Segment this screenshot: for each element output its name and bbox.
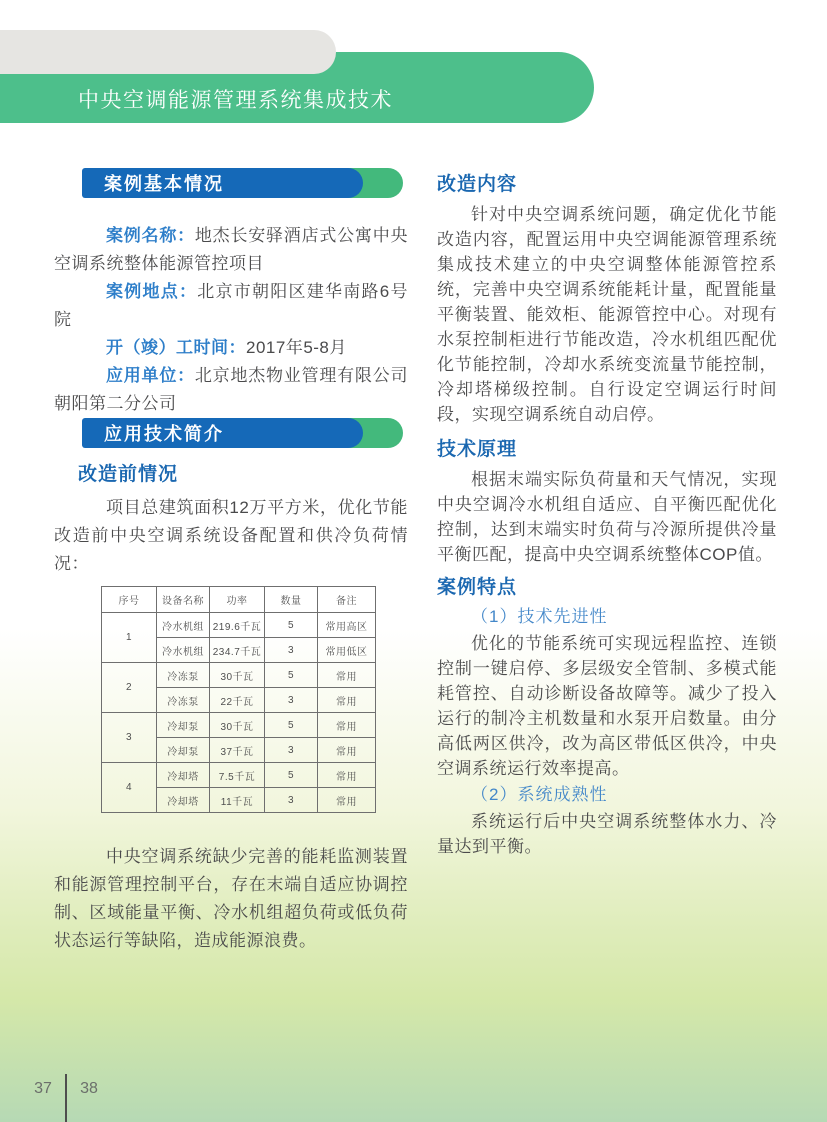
table-cell: 常用 xyxy=(318,763,376,788)
banner-applied-technology xyxy=(82,418,363,448)
banner-applied-technology-label: 应用技术简介 xyxy=(82,418,363,448)
table-cell: 11千瓦 xyxy=(210,788,265,813)
case-name-label: 案例名称： xyxy=(106,226,195,245)
retrofit-content-paragraph: 针对中央空调系统问题，确定优化节能改造内容，配置运用中央空调能源管理系统集成技术建立的中央空调整体能源管控系统，完善中央空调系统能耗计量，配置能量平衡装置、能效柜、能源管控中心。对现有水泵控制柜进行节能改造，冷水机组匹配优化节能控制，冷却水系统变流量节能控制，冷却塔梯级控制。自行设定空调运行时间段，实现空调系统自动启停。 xyxy=(437,205,777,424)
banner-case-basic-info-label: 案例基本情况 xyxy=(82,168,363,198)
table-header-cell: 备注 xyxy=(318,587,376,613)
table-cell: 30千瓦 xyxy=(210,663,265,688)
table-cell-group-no: 2 xyxy=(102,663,157,713)
footer xyxy=(30,1074,102,1122)
page-number-left: 37 xyxy=(34,1080,52,1097)
deficiency-paragraph: 中央空调系统缺少完善的能耗监测装置和能源管理控制平台，存在末端自适应协调控制、区域能量平衡、冷水机组超负荷或低负荷状态运行等缺陷，造成能源浪费。 xyxy=(54,847,408,950)
page-number-right: 38 xyxy=(80,1080,98,1097)
case-time-row xyxy=(54,334,408,362)
table-cell: 冷冻泵 xyxy=(157,663,210,688)
table-cell: 冷水机组 xyxy=(157,638,210,663)
case-info-block xyxy=(54,222,408,418)
case-unit-value: 北京地杰物业管理有限公司朝阳第二分公司 xyxy=(54,366,408,413)
technical-principle-paragraph: 根据末端实际负荷量和天气情况，实现中央空调冷水机组自适应、自平衡匹配优化控制，达到末端实时负荷与冷源所提供冷量平衡匹配，提高中央空调系统整体COP值。 xyxy=(437,470,777,564)
table-cell: 22千瓦 xyxy=(210,688,265,713)
banner-case-basic-info xyxy=(82,168,363,198)
table-row xyxy=(102,613,376,638)
table-cell: 常用 xyxy=(318,788,376,813)
table-cell: 3 xyxy=(265,788,318,813)
table-header-cell: 数量 xyxy=(265,587,318,613)
equipment-table xyxy=(101,586,376,813)
table-cell: 5 xyxy=(265,613,318,638)
case-location-row xyxy=(54,278,408,334)
case-unit-label: 应用单位： xyxy=(106,366,195,385)
table-header-cell: 设备名称 xyxy=(157,587,210,613)
table-header-cell: 序号 xyxy=(102,587,157,613)
table-cell: 30千瓦 xyxy=(210,713,265,738)
technical-advancement-paragraph: 优化的节能系统可实现远程监控、连锁控制一键启停、多层级安全管制、多模式能耗管控、自动诊断设备故障等。减少了投入运行的制冷主机数量和水泵开启数量。由分高低两区供冷，改为高区带低区供冷，中央空调系统运行效率提高。 xyxy=(437,634,777,778)
page-number-divider xyxy=(65,1074,67,1122)
table-cell: 冷却塔 xyxy=(157,763,210,788)
table-cell: 常用 xyxy=(318,713,376,738)
table-cell: 5 xyxy=(265,713,318,738)
heading-retrofit-content: 改造内容 xyxy=(437,174,518,195)
case-unit-row xyxy=(54,362,408,418)
table-row xyxy=(102,763,376,788)
case-time-label: 开（竣）工时间： xyxy=(106,338,246,357)
page-title: 中央空调能源管理系统集成技术 xyxy=(78,89,393,112)
table-cell: 5 xyxy=(265,763,318,788)
table-cell: 3 xyxy=(265,738,318,763)
table-cell-group-no: 4 xyxy=(102,763,157,813)
system-maturity-paragraph: 系统运行后中央空调系统整体水力、冷量达到平衡。 xyxy=(437,812,777,856)
table-cell: 7.5千瓦 xyxy=(210,763,265,788)
heading-before-retrofit: 改造前情况 xyxy=(78,464,179,485)
table-cell: 冷水机组 xyxy=(157,613,210,638)
table-cell: 3 xyxy=(265,638,318,663)
equipment-table-body xyxy=(102,613,376,813)
left-column xyxy=(54,168,408,955)
equipment-table-head xyxy=(102,587,376,613)
before-retrofit-paragraph: 项目总建筑面积12万平方米，优化节能改造前中央空调系统设备配置和供冷负荷情况： xyxy=(54,498,408,573)
table-cell: 冷冻泵 xyxy=(157,688,210,713)
case-name-value: 地杰长安驿酒店式公寓中央空调系统整体能源管控项目 xyxy=(54,226,408,273)
table-row xyxy=(102,663,376,688)
table-cell: 冷却泵 xyxy=(157,738,210,763)
case-name-row xyxy=(54,222,408,278)
heading-case-features: 案例特点 xyxy=(437,577,518,598)
header-gray-pill xyxy=(0,30,336,74)
table-header-cell: 功率 xyxy=(210,587,265,613)
table-cell: 常用 xyxy=(318,663,376,688)
table-cell: 37千瓦 xyxy=(210,738,265,763)
table-cell: 冷却塔 xyxy=(157,788,210,813)
case-time-value: 2017年5-8月 xyxy=(246,338,347,357)
right-column xyxy=(437,168,777,859)
heading-technical-principle: 技术原理 xyxy=(437,439,518,460)
table-cell-group-no: 1 xyxy=(102,613,157,663)
subheading-system-maturity: （2）系统成熟性 xyxy=(471,785,608,804)
case-location-label: 案例地点： xyxy=(106,282,198,301)
table-cell: 常用 xyxy=(318,738,376,763)
subheading-technical-advancement: （1）技术先进性 xyxy=(471,607,608,626)
table-cell: 234.7千瓦 xyxy=(210,638,265,663)
table-cell: 5 xyxy=(265,663,318,688)
table-cell: 常用高区 xyxy=(318,613,376,638)
table-cell: 冷却泵 xyxy=(157,713,210,738)
table-row xyxy=(102,713,376,738)
table-cell: 219.6千瓦 xyxy=(210,613,265,638)
table-cell: 3 xyxy=(265,688,318,713)
table-cell: 常用 xyxy=(318,688,376,713)
table-cell-group-no: 3 xyxy=(102,713,157,763)
table-header-row xyxy=(102,587,376,613)
case-location-value: 北京市朝阳区建华南路6号院 xyxy=(54,282,408,329)
table-cell: 常用低区 xyxy=(318,638,376,663)
